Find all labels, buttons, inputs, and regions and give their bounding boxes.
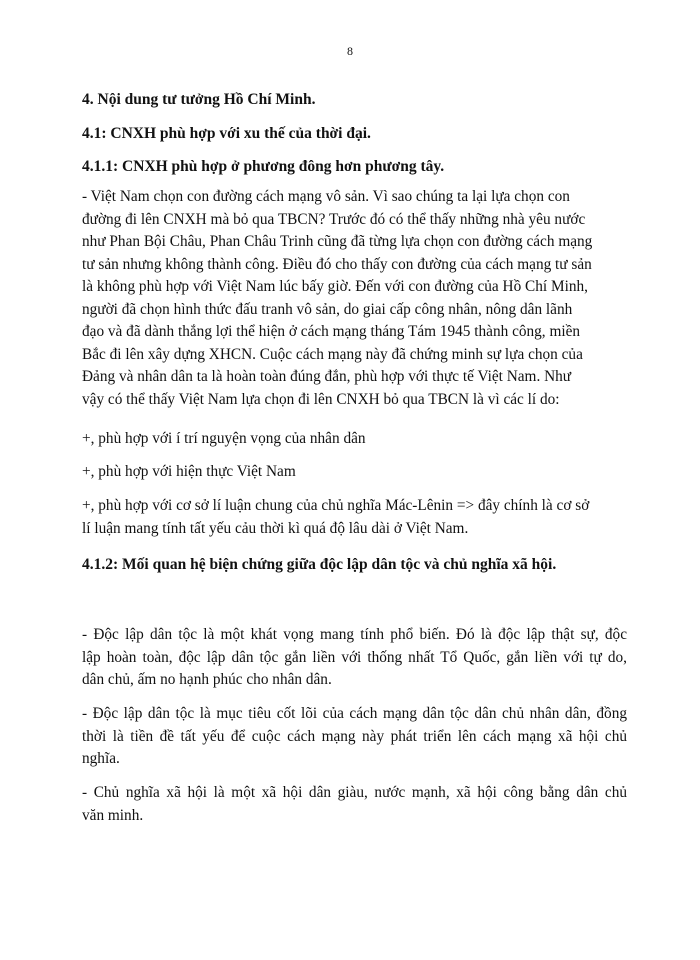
paragraph-line: là không phù hợp với Việt Nam lúc bấy giờ. Đến với con đường của Hồ Chí Minh, [82,278,588,295]
heading-section-4-1-2: 4.1.2: Mối quan hệ biện chứng giữa độc lập dân tộc và chủ nghĩa xã hội. [82,556,557,573]
independence-paragraph [82,624,627,692]
page-number: 8 [347,44,353,58]
reason-line: +, phù hợp với hiện thực Việt Nam [82,463,296,480]
heading-section-4-1: 4.1: CNXH phù hợp với xu thế của thời đại. [82,125,371,142]
reason-item-2 [82,461,627,484]
paragraph-line: vậy có thể thấy Việt Nam lựa chọn đi lên CNXH bỏ qua TBCN là vì các lí do: [82,390,560,408]
reason-line: +, phù hợp với cơ sở lí luận chung của chủ nghĩa Mác-Lênin => đây chính là cơ sở [82,497,590,514]
paragraph-line: - Việt Nam chọn con đường cách mạng vô sản. Vì sao chúng ta lại lựa chọn con [82,188,570,205]
intro-paragraph [82,186,627,411]
heading-section-4-1-1: 4.1.1: CNXH phù hợp ở phương đông hơn phương tây. [82,158,445,175]
paragraph-line: người đã chọn hình thức đấu tranh vô sản, do giai cấp công nhân, nông dân lãnh [82,300,573,318]
paragraph-line: như Phan Bội Châu, Phan Châu Trinh cũng đã từng lựa chọn con đường cách mạng [82,233,593,250]
paragraph-line: lập hoàn toàn, độc lập dân tộc gắn liền với thống nhất Tổ Quốc, gắn liền với tự do, [82,648,627,666]
reason-line: +, phù hợp với í trí nguyện vọng của nhân dân [82,430,366,447]
paragraph-line: văn minh. [82,806,144,824]
paragraph-line: - Độc lập dân tộc là một khát vọng mang tính phổ biến. Đó là độc lập thật sự, độc [82,626,627,643]
socialism-paragraph [82,782,627,827]
paragraph-line: - Độc lập dân tộc là mục tiêu cốt lõi của cách mạng dân tộc dân chủ nhân dân, đồng [82,705,627,722]
paragraph-line: đường đi lên CNXH mà bỏ qua TBCN? Trước đó có thể thấy những nhà yêu nước [82,210,586,228]
paragraph-line: Đảng và nhân dân ta là hoàn toàn đúng đắn, phù hợp với thực tế Việt Nam. Như [82,368,572,385]
paragraph-line: dân chủ, ấm no hạnh phúc cho nhân dân. [82,671,332,688]
paragraph-line: tư sản nhưng không thành công. Điều đó cho thấy con đường của cách mạng tư sản [82,255,592,273]
paragraph-line: - Chủ nghĩa xã hội là một xã hội dân giàu, nước mạnh, xã hội công bằng dân chủ [82,784,627,801]
goal-paragraph [82,703,627,771]
paragraph-line: Bắc đi lên xây dựng XHCN. Cuộc cách mạng này đã chứng minh sự lựa chọn của [82,345,583,363]
reason-item-1 [82,428,627,451]
paragraph-line: nghĩa. [82,750,120,767]
heading-section-4: 4. Nội dung tư tưởng Hồ Chí Minh. [82,91,316,108]
paragraph-line: đạo và đã dành thắng lợi thể hiện ở cách mạng tháng Tám 1945 thành công, miền [82,323,581,340]
paragraph-line: thời là tiền đề tất yếu để cuộc cách mạng này phát triển lên cách mạng xã hội chủ [82,727,627,745]
reason-line: lí luận mang tính tất yếu cảu thời kì quá độ lâu dài ở Việt Nam. [82,519,469,537]
reason-item-3 [82,495,627,540]
